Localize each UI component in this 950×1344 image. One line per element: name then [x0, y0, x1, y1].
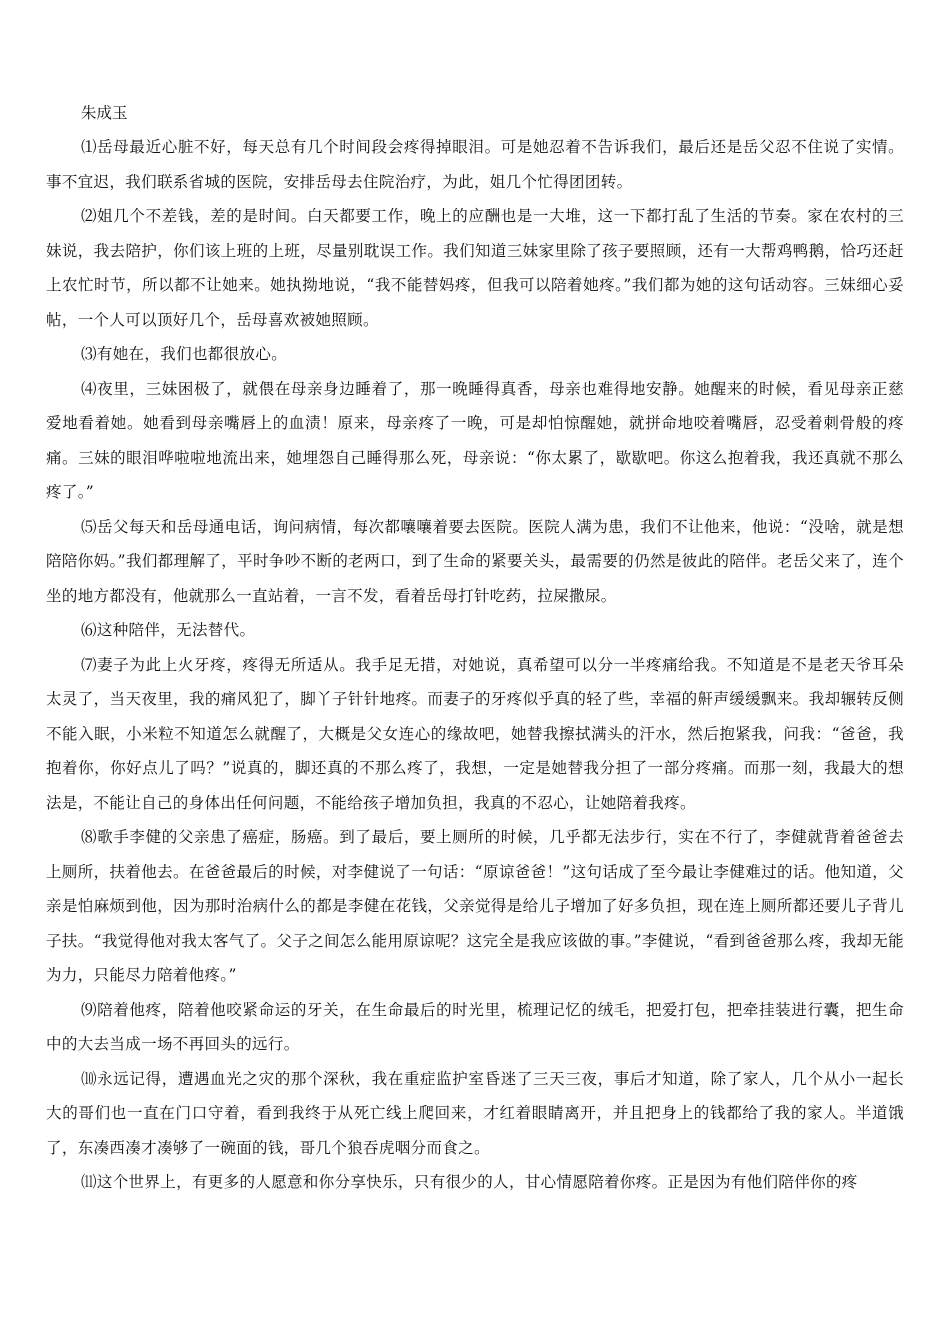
paragraph-10: ⑽永远记得，遭遇血光之灾的那个深秋，我在重症监护室昏迷了三天三夜，事后才知道，除了家人，几个从小一起长大的哥们也一直在门口守着，看到我终于从死亡线上爬回来，才红着眼睛离开，并且把身上的钱都给了我的家人。半道饿了，东凑西凑才凑够了一碗面的钱，哥几个狼吞虎咽分而食之。	[46, 1069, 904, 1157]
paragraph-9: ⑼陪着他疼，陪着他咬紧命运的牙关，在生命最后的时光里，梳理记忆的绒毛，把爱打包，把牵挂装进行囊，把生命中的大去当成一场不再回头的远行。	[46, 1000, 904, 1053]
paragraph-3: ⑶有她在，我们也都很放心。	[81, 345, 288, 363]
paragraph-6: ⑹这种陪伴，无法替代。	[81, 621, 256, 639]
paragraph-4: ⑷夜里，三妹困极了，就偎在母亲身边睡着了，那一晚睡得真香，母亲也难得地安静。她醒来的时候，看见母亲正慈爱地看着她。她看到母亲嘴唇上的血渍！原来，母亲疼了一晚，可是却怕惊醒她，就拼命地咬着嘴唇，忍受着刺骨般的疼痛。三妹的眼泪哗啦啦地流出来，她埋怨自己睡得那么死，母亲说：“你太累了，歇歇吧。你这么抱着我，我还真就不那么疼了。”	[46, 379, 904, 501]
paragraph-5: ⑸岳父每天和岳母通电话，询问病情，每次都嚷嚷着要去医院。医院人满为患，我们不让他来，他说：“没啥，就是想陪陪你妈。”我们都理解了，平时争吵不断的老两口，到了生命的紧要关头，最需要的仍然是彼此的陪伴。老岳父来了，连个坐的地方都没有，他就那么一直站着，一言不发，看着岳母打针吃药，拉屎撒尿。	[46, 517, 904, 605]
paragraph-7: ⑺妻子为此上火牙疼，疼得无所适从。我手足无措，对她说，真希望可以分一半疼痛给我。不知道是不是老天爷耳朵太灵了，当天夜里，我的痛风犯了，脚丫子针针地疼。而妻子的牙疼似乎真的轻了些，幸福的鼾声缓缓飘来。我却辗转反侧不能入眠，小米粒不知道怎么就醒了，大概是父女连心的缘故吧，她替我擦拭满头的汗水，然后抱紧我，问我：“爸爸，我抱着你，你好点儿了吗？”说真的，脚还真的不那么疼了，我想，一定是她替我分担了一部分疼痛。而那一刻，我最大的想法是，不能让自己的身体出任何问题，不能给孩子增加负担，我真的不忍心，让她陪着我疼。	[46, 655, 904, 812]
paragraph-2: ⑵姐几个不差钱，差的是时间。白天都要工作，晚上的应酬也是一大堆，这一下都打乱了生活的节奏。家在农村的三妹说，我去陪护，你们该上班的上班，尽量别耽误工作。我们知道三妹家里除了孩子要照顾，还有一大帮鸡鸭鹅，恰巧还赶上农忙时节，所以都不让她来。她执拗地说，“我不能替妈疼，但我可以陪着她疼。”我们都为她的这句话动容。三妹细心妥帖，一个人可以顶好几个，岳母喜欢被她照顾。	[46, 207, 904, 329]
paragraph-8: ⑻歌手李健的父亲患了癌症，肠癌。到了最后，要上厕所的时候，几乎都无法步行，实在不行了，李健就背着爸爸去上厕所，扶着他去。在爸爸最后的时候，对李健说了一句话：“原谅爸爸！”这句话成了至今最让李健难过的话。他知道，父亲是怕麻烦到他，因为那时治病什么的都是李健在花钱，父亲觉得是给儿子增加了好多负担，现在连上厕所都还要儿子背儿子扶。“我觉得他对我太客气了。父子之间怎么能用原谅呢？这完全是我应该做的事。”李健说，“看到爸爸那么疼，我却无能为力，只能尽力陪着他疼。”	[46, 828, 904, 984]
paragraph-1: ⑴岳母最近心脏不好，每天总有几个时间段会疼得掉眼泪。可是她忍着不告诉我们，最后还是岳父忍不住说了实情。事不宜迟，我们联系省城的医院，安排岳母去住院治疗，为此，姐几个忙得团团转。	[46, 138, 904, 191]
paragraph-11: ⑾这个世界上，有更多的人愿意和你分享快乐，只有很少的人，甘心情愿陪着你疼。正是因为有他们陪伴你的疼	[81, 1173, 858, 1191]
author-name: 朱成玉	[81, 104, 128, 122]
